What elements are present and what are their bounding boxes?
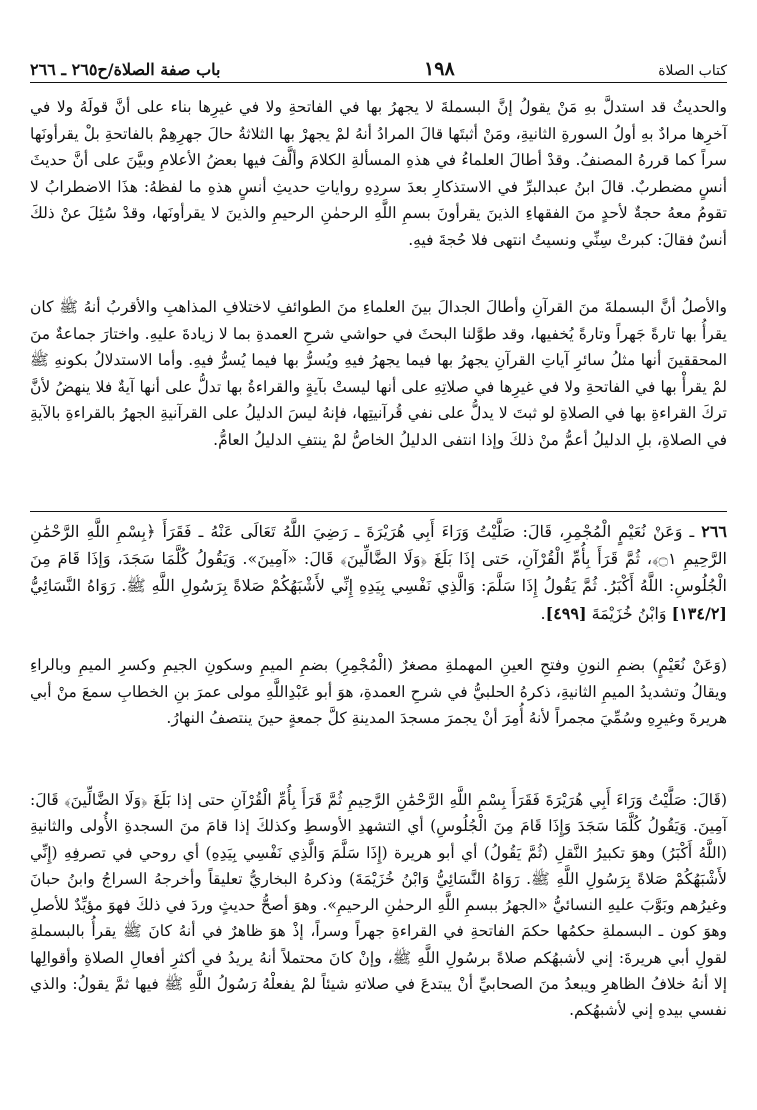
hadith-narrator: وَابْنُ خُزَيْمَةَ [591,603,667,623]
hadith-end: . [540,603,546,623]
book-title: كتاب الصلاة [658,63,727,79]
page-number: ١٩٨ [424,58,455,80]
page-header [30,52,727,83]
hadith-text [30,518,727,627]
chapter-title: باب صفة الصلاة/ح٢٦٥ ـ ٢٦٦ [30,60,221,79]
commentary-hadith: (قَالَ: صَلَّيْتُ وَرَاءَ أَبِي هُرَيْرَةَ فَقَرَأَ بِسْمِ اللَّهِ الرَّحْمَٰنِ الرَّحِيمِ ثُمَّ قَرَأَ بِأُمِّ الْقُرْآنِ حتى إذا بَلَغَ ﴿وَلَا الضَّالِّينَ﴾ قَالَ: آمِينَ. وَيَقُولُ كُلَّمَا سَجَدَ وَإِذَا قَامَ مِنَ الْجُلُوسِ) أي التشهدِ الأوسطِ وكذلكَ إذا قامَ منَ السجدةِ الأُولى والثانيةِ (اللَّهُ أَكْبَرُ) وهوَ تكبيرُ النَّقلِ (ثُمَّ يَقُولُ) أي أبو هريرة (إِذَا سَلَّمَ وَالَّذِي نَفْسِي بِيَدِهِ) أي روحي في تصرفِهِ (إِنِّي لأَشْبَهُكُمْ صَلاةً بِرَسُولِ اللَّهِ ﷺ. رَوَاهُ النَّسَائِيُّ وَابْنُ خُزَيْمَةَ) وذكرهُ البخاريُّ تعليقاً وأخرجهُ السراجُ وابنُ حبانَ وغيرُهم وبَوَّبَ عليهِ النسائيُّ «الجهرُ ببسمِ اللَّهِ الرحمٰنِ الرحيمِ». وهوَ أصحُّ حديثٍ وردَ في ذلكَ فهوَ مؤيِّدٌ للأصلِ وهوَ كون ـ البسملةِ حكمُها حكمَ الفاتحةِ في القراءةِ جهراً وسراً، إذْ هوَ ظاهرٌ في أنهُ كانَ ﷺ يقرأُ بالبسملةِ لقولِ أبي هريرةَ: إني لأشبهُكم صلاةً برسُولِ اللَّهِ ﷺ، وإنْ كانَ محتملاً أنهُ يريدُ في أكثرِ أفعالِ الصلاةِ وأقوالِها إلا أنهُ خلافُ الظاهرِ ويبعدُ منَ الصحابيِّ أنْ يبتدعَ في صلاتهِ شيئاً لمْ يفعلْهُ رَسُولُ اللَّهِ ﷺ فيها ثمَّ يقولُ: والذي نفسي بيدهِ إني لأشبهُكم. [30,791,727,1020]
paragraph-commentary-1: والحديثُ قد استدلَّ بهِ مَنْ يقولُ إنَّ البسملةَ لا يجهرُ بها في الفاتحةِ ولا في غيرِها بناء على أنَّ قولَهُ ولا في آخرِها مرادٌ بهِ أولُ السورةِ الثانيةِ، ومَنْ أثبتَها قالَ المرادُ أنهُ لمْ يجهرْ بها الثلاثةُ حالَ جهرِهِمْ بالفاتحةِ بلْ يقرأونَها سراً كما قررهُ المصنفُ. وقدْ أطالَ العلماءُ في هذهِ المسألةِ الكلامَ وألَّفَ فيها بعضُ الأعلامِ وبيَّنَ على أنَّ حديثَ أنسٍ مضطربٌ. قالَ ابنُ عبدالبرِّ في الاستذكارِ بعدَ سردِهِ رواياتِ حديثِ أنسٍ هذهِ ما لفظهُ: هذَا الاضطرابُ لا تقومُ معهُ حجةٌ لأحدٍ منَ الفقهاءِ الذينَ يقرأونَ بسمِ اللَّهِ الرحمٰنِ الرحيمِ والذينَ لا يقرأونَها، وقدْ سُئِلَ عنْ ذلكَ أنسٌ فقالَ: كبرتْ سِنِّي ونسيتُ انتهى فلا حُجةَ فيهِ. [30,98,727,249]
section-divider [30,511,727,512]
hadith-number: ٢٦٦ [701,522,727,541]
reference-1: [١٣٤/٢] [671,603,727,623]
reference-2: [٤٩٩] [545,603,587,623]
hadith-body: ـ وَعَنْ نُعَيْمٍ الْمُجْمِرِ، قَالَ: صَلَّيْتُ وَرَاءَ أَبِي هُرَيْرَةَ ـ رَضِيَ اللَّهُ تَعَالَى عَنْهُ ـ فَقَرَأَ ﴿بِسْمِ اللَّهِ الرَّحْمَٰنِ الرَّحِيمِ ۝١﴾، ثُمَّ قَرَأَ بِأُمِّ الْقُرْآنِ، حَتى إذَا بَلَغَ ﴿وَلَا الضَّالِّينَ﴾ قَالَ: «آمِينَ». وَيَقُولُ كُلَّمَا سَجَدَ، وَإذَا قَامَ مِنَ الْجُلُوسِ: اللَّهُ أَكْبَرُ. ثُمَّ يَقُولُ إِذَا سَلَّمَ: وَالَّذِي نَفْسِي بِيَدِهِ إِنِّي لأَشْبَهُكُمْ صَلاةً بِرَسُولِ اللَّهِ ﷺ. رَوَاهُ النَّسَائِيُّ [30,522,727,596]
commentary-narrator: (وَعَنْ نُعَيْمٍ) بضمِ النونِ وفتحِ العينِ المهملةِ مصغرٌ (الْمُجْمِرِ) بضمِ الميمِ وسكونِ الجيمِ وكسرِ الميمِ وبالراءِ ويقالُ وتشديدُ الميمِ الثانيةِ، ذكرهُ الحلبيُّ في شرحِ العمدةِ، هوَ أبو عَبْدِاللَّهِ مولى عمرَ بنِ الخطابِ سمعَ منْ أبي هريرةَ وغيرِهِ وسُمِّيَ مجمراً لأنهُ أُمِرَ أنْ يجمرَ مسجدَ المدينةِ كلَّ جمعةٍ حينَ ينتصفُ النهارُ. [30,656,727,728]
paragraph-commentary-2: والأصلُ أنَّ البسملةَ منَ القرآنِ وأطالَ الجدالَ بينَ العلماءِ منَ الطوائفِ لاختلافِ المذاهبِ والأقربُ أنهُ ﷺ كان يقرأُ بها تارةً جَهراً وتارةً يُخفيها، وقد طوَّلنا البحثَ في حواشي شرحِ العمدةِ بما لا زيادةَ عليهِ. واختارَ جماعةٌ منَ المحققينَ أنها مثلُ سائرِ آياتِ القرآنِ يجهرُ بها فيما يجهرُ فيهِ ويُسرُّ بها فيما يُسرُّ فيهِ. وأما الاستدلالُ بكونهِ ﷺ لمْ يقرأْ بها في الفاتحةِ ولا في غيرِها في صلاتِهِ على أنها ليستْ بآيةٍ والقراءةُ بها تدلُّ على أنها آيةٌ فلا ينهضُ لأنَّ تركَ القراءةِ بها في الصلاةِ لو ثبتَ لا يدلُّ على نفي قُرآنيتِها، فإنهُ ليسَ الدليلُ على القرآنيةِ الجهرُ بالقراءةِ بالآيةِ في الصلاةِ، بلِ الدليلُ أعمُّ منْ ذلكَ وإذا انتفى الدليلُ الخاصُّ لمْ ينتفِ الدليلُ العامُّ. [30,298,727,449]
